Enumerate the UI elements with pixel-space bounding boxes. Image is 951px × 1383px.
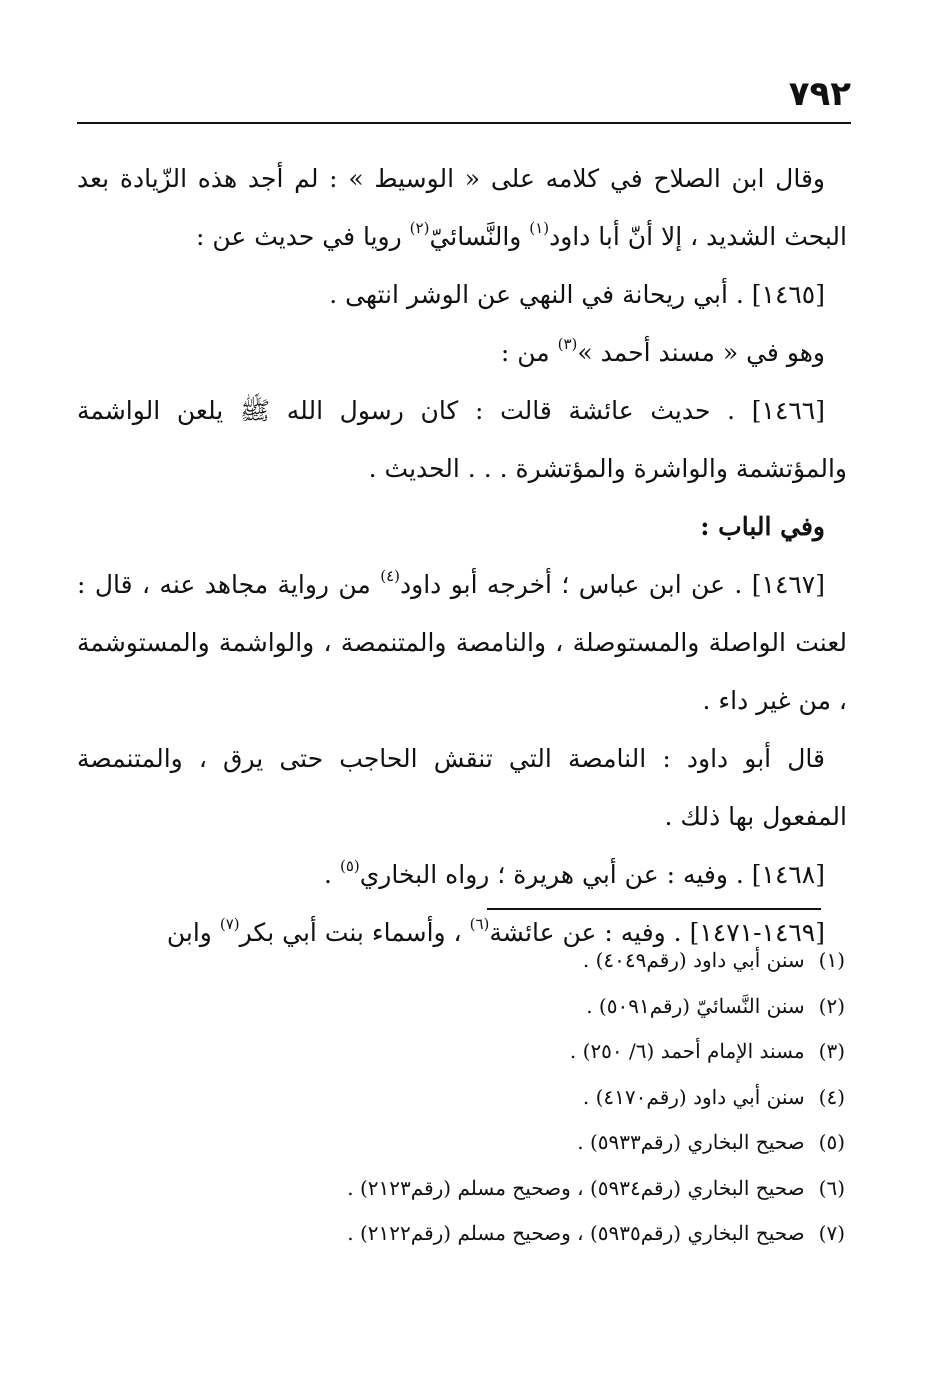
paragraph-text: من رواية مجاهد عنه ، قال : لعنت الواصلة والمستوصلة ، والنامصة والمتنمصة ، والواشمة والمستوشمة ، من غير داء . [77, 570, 847, 715]
footnote-7 [105, 1211, 845, 1257]
paragraph-musnad [77, 324, 847, 382]
footnote-text: صحيح البخاري (رقم٥٩٣٤) ، وصحيح مسلم (رقم٢١٢٣) . [347, 1175, 805, 1200]
hadith-1468 [77, 846, 847, 904]
footnote-4 [105, 1075, 845, 1121]
paragraph-text: وابن [166, 918, 220, 947]
footnote-ref-6: (٦) [469, 915, 490, 933]
footnote-ref-1: (١) [529, 219, 550, 237]
hadith-1465: [١٤٦٥] . أبي ريحانة في النهي عن الوشر انتهى . [329, 280, 825, 309]
footnote-divider [487, 908, 821, 910]
paragraph-text: . [324, 860, 340, 889]
footnote-number: (٣) [818, 1039, 845, 1063]
footnote-ref-7: (٧) [219, 915, 240, 933]
footnote-text: سنن أبي داود (رقم٤٠٤٩) . [582, 948, 805, 972]
footnote-number: (٢) [818, 993, 845, 1018]
paragraph-text: وقال ابن الصلاح في كلامه على « الوسيط » : لم أجد هذه الزّيادة بعد البحث الشديد ، إلا أنّ أبا داود [77, 164, 847, 251]
footnote-number: (١) [818, 948, 845, 972]
footnote-number: (٦) [818, 1175, 845, 1200]
section-heading: وفي الباب : [700, 512, 825, 541]
paragraph-text: والنَّسائيّ [429, 222, 530, 251]
page-number: ٧٩٢ [788, 74, 851, 114]
footnote-2 [105, 984, 845, 1030]
footnote-3 [105, 1029, 845, 1075]
footnote-number: (٧) [818, 1221, 845, 1245]
footnotes [105, 938, 845, 1257]
footnote-1 [105, 938, 845, 984]
footnote-6 [105, 1166, 845, 1212]
footnote-ref-3: (٣) [557, 335, 578, 353]
footnote-text: سنن أبي داود (رقم٤١٧٠) . [582, 1084, 805, 1109]
footnote-text: صحيح البخاري (رقم٥٩٣٣) . [577, 1130, 805, 1154]
footnote-text: مسند الإمام أحمد (٦/ ٢٥٠) . [569, 1039, 805, 1063]
footnote-number: (٤) [818, 1084, 845, 1109]
paragraph-text: [١٤٦٨] . وفيه : عن أبي هريرة ؛ رواه البخاري [359, 860, 825, 889]
hadith-1466: [١٤٦٦] . حديث عائشة قالت : كان رسول الله ﷺ يلعن الواشمة والمؤتشمة والواشرة والمؤتشرة . . . الحديث . [77, 396, 847, 483]
footnote-ref-4: (٤) [380, 567, 401, 585]
footnote-ref-2: (٢) [409, 219, 430, 237]
main-text [77, 150, 847, 962]
paragraph-text: من : [500, 338, 558, 367]
paragraph-text: وهو في « مسند أحمد » [577, 338, 825, 367]
footnote-ref-5: (٥) [339, 857, 360, 875]
footnote-text: صحيح البخاري (رقم٥٩٣٥) ، وصحيح مسلم (رقم٢١٢٢) . [347, 1221, 805, 1245]
footnote-number: (٥) [818, 1130, 845, 1154]
paragraph-text: ، وأسماء بنت أبي بكر [239, 918, 470, 947]
footnote-5 [105, 1120, 845, 1166]
paragraph-text: رويا في حديث عن : [195, 222, 410, 251]
header-divider [77, 122, 851, 124]
paragraph-ibn-salah [77, 150, 847, 266]
footnote-text: سنن النَّسائيّ (رقم٥٠٩١) . [586, 993, 805, 1018]
paragraph-text: [١٤٦٩-١٤٧١] . وفيه : عن عائشة [489, 918, 825, 947]
paragraph-abu-dawud: قال أبو داود : النامصة التي تنقش الحاجب حتى يرق ، والمتنمصة المفعول بها ذلك . [77, 744, 847, 831]
hadith-1467 [77, 556, 847, 730]
paragraph-text: [١٤٦٧] . عن ابن عباس ؛ أخرجه أبو داود [400, 570, 825, 599]
